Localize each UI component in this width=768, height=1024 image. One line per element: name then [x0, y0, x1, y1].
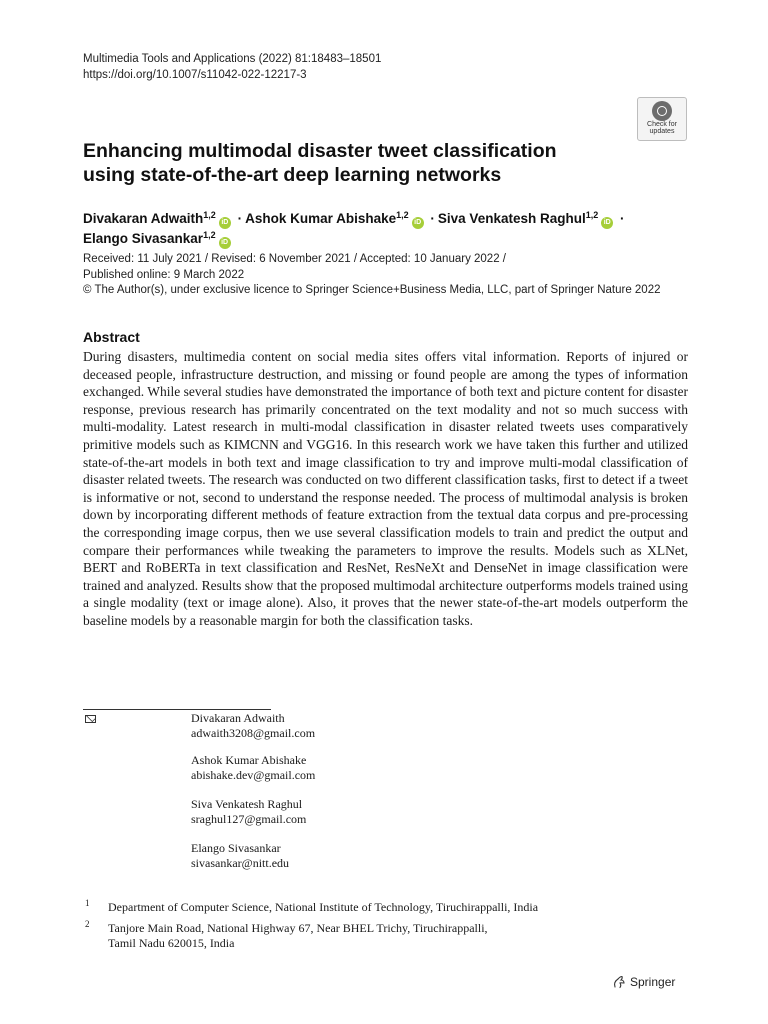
orcid-icon[interactable]: iD: [412, 217, 424, 229]
doi-link[interactable]: https://doi.org/10.1007/s11042-022-12217-3: [83, 69, 307, 81]
author-name[interactable]: Siva Venkatesh Raghul: [437, 211, 586, 226]
orcid-icon[interactable]: iD: [219, 217, 231, 229]
contact-name: Ashok Kumar Abishake: [191, 753, 307, 767]
dates-received-revised-accepted: Received: 11 July 2021 / Revised: 6 November 2021 / Accepted: 10 January 2022 /: [83, 253, 506, 265]
contact-email[interactable]: abishake.dev@gmail.com: [191, 767, 316, 782]
abstract-heading: Abstract: [83, 329, 140, 345]
contact-entry: [191, 797, 306, 826]
author-separator: ·: [620, 211, 625, 226]
author-name[interactable]: Elango Sivasankar: [83, 231, 204, 246]
title-line: using state-of-the-art deep learning networks: [83, 164, 502, 186]
journal-citation: Multimedia Tools and Applications (2022) 81:18483–18501: [83, 53, 382, 65]
footnote-divider: [83, 709, 271, 710]
author-name[interactable]: Ashok Kumar Abishake: [245, 211, 397, 226]
author-affiliation-marker: 1,2: [396, 210, 409, 220]
author-affiliation-marker: 1,2: [203, 210, 216, 220]
contact-entry: [191, 711, 315, 740]
contact-name: Divakaran Adwaith: [191, 711, 285, 725]
check-updates-line2: updates: [649, 128, 675, 135]
author-separator: ·: [237, 211, 243, 226]
author-list: [83, 209, 703, 249]
author-separator: ·: [430, 211, 435, 226]
contact-email[interactable]: sivasankar@nitt.edu: [191, 855, 290, 870]
contact-entry: [191, 753, 315, 782]
publisher-name: Springer: [630, 975, 676, 989]
title-line: Enhancing multimodal disaster tweet classification: [83, 140, 557, 162]
paper-title: [83, 139, 623, 187]
check-updates-icon: [652, 101, 672, 121]
springer-horse-icon: [612, 975, 626, 989]
corresponding-authors: [83, 711, 643, 870]
orcid-icon[interactable]: iD: [601, 217, 613, 229]
abstract-body: During disasters, multimedia content on social media sites offers vital information. Reports of injured or deceased people, infrastructure destruction, and missing or found people are among the types of information exchanged. While several studies have demonstrated the importance of both text and picture content for disaster response, previous research has primarily concentrated on the text modality and not so much success with multi-modality. Latest research in multi-modal classification in disaster related tweets uses comparatively primitive models such as KIMCNN and VGG16. In this research work we have taken this further and utilized state-of-the-art models in both text and image classification to try and improve multi-modal classification of disaster related tweets. The research was conducted on two different classification tasks, first to detect if a tweet is informative or not, second to understand the response needed. The process of multimodal analysis is broken down by incorporating different methods of feature extraction from the textual data corpus and pre-processing the corresponding image corpus, then we use several classification models to train and predict the output and compare their performances while tweaking the parameters to improve the results. Models such as XLNet, BERT and RoBERTa in text classification and ResNet, ResNeXt and DenseNet in image classification were trained and analyzed. Results show that the proposed multimodal architecture outperforms models trained using a single modality (text or image alone). Also, it proves that the newer state-of-the-art models outperform the baseline models by a reasonable margin for both the classification tasks.: [83, 349, 688, 628]
contact-email[interactable]: adwaith3208@gmail.com: [191, 725, 316, 740]
affiliation-text: [108, 900, 538, 915]
contact-name: Siva Venkatesh Raghul: [191, 797, 303, 811]
contact-entry: [191, 841, 289, 870]
affiliation-number: 1: [85, 898, 90, 908]
author-affiliation-marker: 1,2: [585, 210, 599, 220]
orcid-icon[interactable]: iD: [219, 237, 231, 249]
dates-published-online: Published online: 9 March 2022: [83, 268, 245, 281]
journal-header: [83, 51, 381, 83]
publisher-logo: [612, 975, 675, 989]
author-name[interactable]: Divakaran Adwaith: [83, 211, 204, 226]
check-updates-line1: Check for: [647, 121, 677, 128]
contact-name: Elango Sivasankar: [191, 841, 281, 855]
affiliation-line: Tamil Nadu 620015, India: [108, 935, 235, 950]
copyright-notice: © The Author(s), under exclusive licence to Springer Science+Business Media, LLC, part of Springer Nature 2022: [83, 284, 661, 296]
affiliation-text: [108, 921, 488, 950]
contact-email[interactable]: sraghul127@gmail.com: [191, 811, 307, 826]
author-affiliation-marker: 1,2: [203, 230, 216, 240]
publication-dates: [83, 252, 703, 299]
affiliation-line: Department of Computer Science, National Institute of Technology, Tiruchirappalli, India: [108, 900, 539, 914]
affiliation-number: 2: [85, 919, 90, 929]
affiliation-line: Tanjore Main Road, National Highway 67, Near BHEL Trichy, Tiruchirappalli,: [108, 921, 488, 935]
check-for-updates-badge[interactable]: [637, 97, 687, 141]
